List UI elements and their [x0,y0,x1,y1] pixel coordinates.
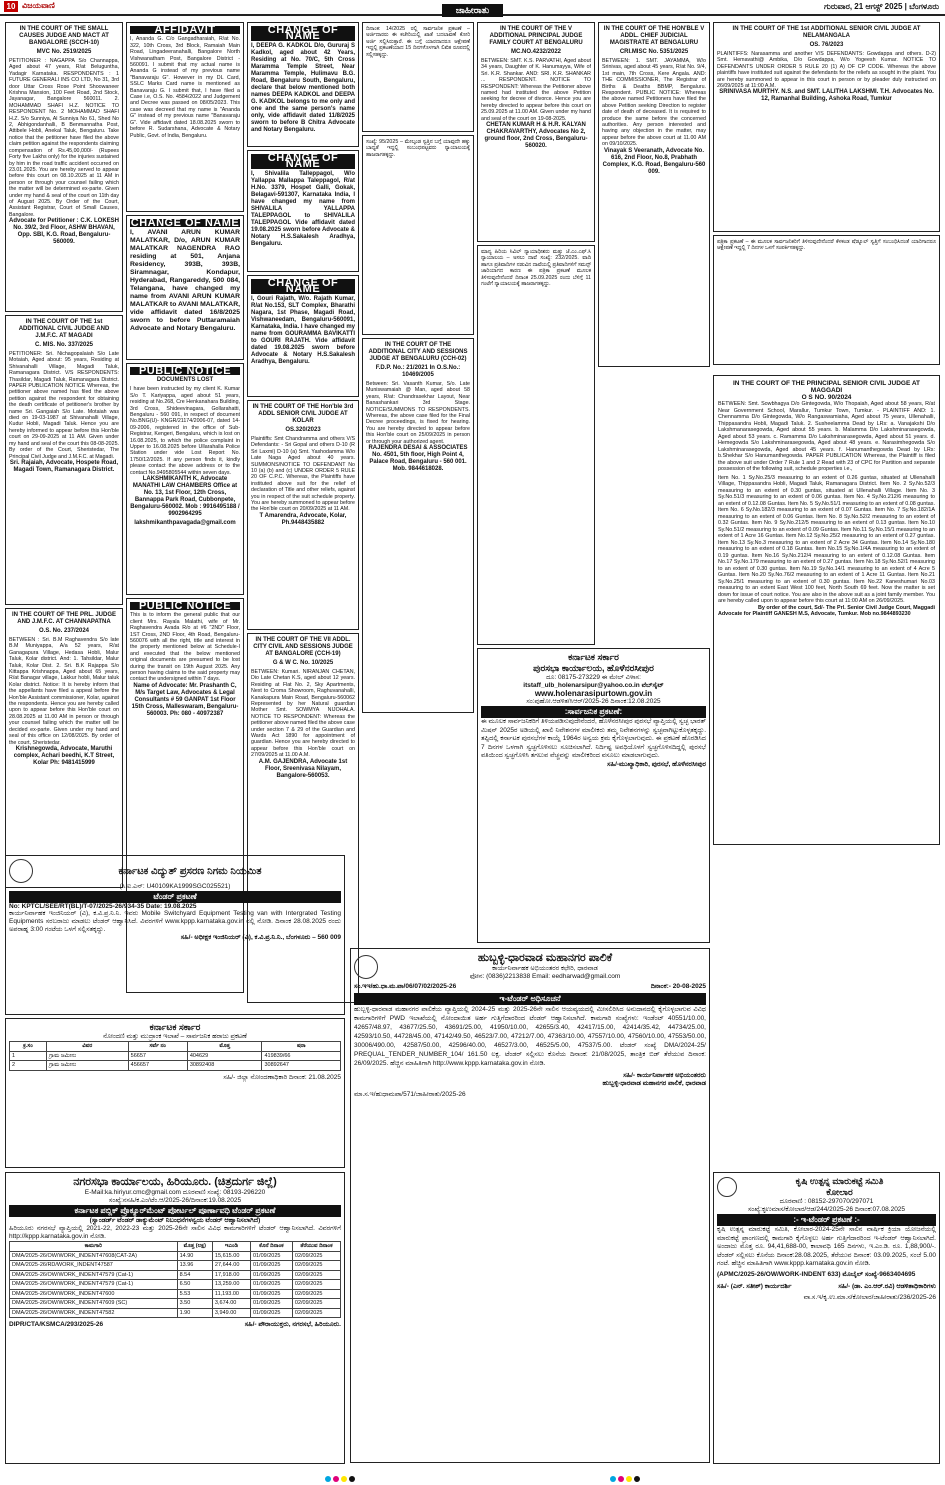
court-notice-mvc [5,22,123,312]
government-auction-notice [5,1018,345,1168]
page-header [0,0,945,16]
table-cell: DMA/2025-26/OW/WORK_INDENT47579 (Cat-1) [10,1280,178,1290]
print-registration-marks [325,1476,355,1482]
notice-title: IN THE COURT OF THE ADDITIONAL CITY AND SESSIONS JUDGE AT BENGALURU (CCH-02) [368,342,468,362]
case-number: F.D.P. No.: 21/2021 In O.S.No.: 10469/2005 [375,365,461,378]
holenarsipur-notice [477,648,710,943]
kannada-court-notice [477,245,595,645]
case-number: G & W C. No. 10/2025 [272,660,334,666]
notice-body: I, Gouri Rajath, W/o. Rajath Kumar, R/at No.153, SLT Complex, Bharathi Nagara, 1st Phase, Magadi Road, Vishwaneedam, Bengaluru-560091, Karnataka, India. I have changed my name from GOURAMMA BAVIKATTI to GOURI RAJATH. Vide affidavit dated 19.08.2025 sworn before Advocate & Notary H.S.Sakalesh Aradhya, Bengaluru. [251,295,355,365]
table-cell: 8.54 [177,1270,212,1280]
change-of-name-ad [126,215,244,360]
notice-title: IN THE COURT OF THE Hon'ble 3rd ADDL SENIOR CIVIL JUDGE AT KOLAR [252,404,354,424]
notice-subtitle: ನೋಂದಣಿ ಮತ್ತು ಮುದ್ರಾಂಕ ಇಲಾಖೆ – ಸಾರ್ವಜನಿಕ ಹರಾಜು ಪ್ರಕಟಣೆ [103,1033,247,1040]
table-row [10,1280,341,1290]
case-number: MVC No. 2519/2025 [36,49,92,55]
advocate-address: T Amarendra, Advocate, Kolar, Ph.9448435882 [259,512,347,526]
hubli-dharwad-tender-ad [350,948,710,1463]
table-cell: 13.96 [177,1261,212,1271]
change-of-name-gouri [247,275,359,397]
table-row [10,1051,341,1061]
advocate-address: Advocate for Petitioner : C.K. LOKESH No. 39/2, 3rd Floor, ASHW BHAVAN, Opp. SBI, K.G. Road, Bengaluru-560009. [9,218,120,246]
table-cell: 02/09/2025 [292,1251,340,1261]
table-row [10,1270,341,1280]
tender-banner: ಕರ್ನಾಟಕ ಪಬ್ಲಿಕ್ ಪ್ರೊಕ್ಯೂರ್‌ಮೆಂಟ್ ಪೋರ್ಟಲ್ ಪೂರ್ಣಾವಧಿ ಟೆಂಡರ್ ಪ್ರಕಟಣೆ [9,1205,341,1217]
court-notice-magadi-cmis [5,315,123,605]
notice-body: BETWEEN : Sri. B.M Raghavendra S/o late B.M Muniyappa, A/a 52 years, R/at Ganagapura Village, Hedasa Hobli, Malur Taluk, Kolar district. And: 1. Tahsildar, Malur Taluk, Kolar Dist. 2. Sri. B.K Rajappa S/o Kittappa Krishnappa, Aged about 65 years, R/at Banagar village, Lakkur hobli, Malur taluk Kolar district. Notice: It is hereby inform that the appellants have filed a appeal before the Hon'ble Assistant commissioner, Kolar, against the respondents. Hence you are hereby called upon to appear before this Hon'ble court on 28.08.2025 at 11.00 AM in person or through your counsel failing which the matter will be decided ex-parte. Given under my hand and seal of this office on 12/08/2025. By order of the court, Sheristedar. [9,637,119,746]
kannada-notice-2 [362,135,474,335]
yellow-dot [341,1476,347,1482]
table-cell: 2 [10,1061,47,1071]
public-notice-banner: :ಸಾರ್ವಜನಿಕ ಪ್ರಕಟಣೆ: [481,706,706,718]
table-cell: 30892408 [187,1061,262,1071]
reference-number: ಸಂ:ಪುಹೋ.ಆಡಳಿತ/ಸಿಆರ್/2025-26 ದಿನಾಂಕ:12.08.2025 [526,698,661,705]
tender-table [9,1241,341,1318]
court-notice-nelamangala [713,22,940,232]
auction-table [9,1041,341,1071]
table-cell: ಗ್ರಾಮ ಜಮೀನು [46,1061,128,1071]
case-number: C. MIS. No. 337/2025 [34,342,94,348]
table-cell: 56657 [128,1051,187,1061]
notice-title: IN THE COURT OF THE 1st ADDITIONAL SENIOR CIVIL JUDGE AT NELAMANGALA [732,26,921,39]
schedule-items: Item No. 1 Sy.No.25/3 measuring to an extent of 0.26 guntas, situated at Ullenahalli Village, Thippasandra Hobli, Magadi Taluk, Ramanagara District. Item No. 2 Sy.No.52/3 measuring to an extent of 0.30 guntas, situated at Ullenahalli Village. Item No. 3 Sy.No.51/3 measuring to an extent of 0.06 guntas. Item No. 4 Sy.No.212/6 measuring to an extent of 0.12.08 Guntas. Item No. 5 Sy.No.51/1 measuring to an extent of 0.08 guntas. Item No. 6 Sy.No.182/3 measuring to an extent of 0.07 Guntas. Item No. 7 Sy.No.182/1A measuring to an extent of 0.06 Guntas. Item No. 8 Sy.No.52/2 measuring to an extent of 0.32 Guntas. Item No. 9 Sy.No.212/5 measuring to an extent of 0.13 guntas. Item No.10 Sy.No.51/2 measuring to an extent of 0.09 Guntas. Item No.11 Sy.No.15/1 measuring to an extent of 1 Acre 16 Guntas. Item No.12 Sy.No.25/2 measuring to an extent of 0.27 guntas. Item No.13 Sy.No.3 measuring to an extent of 2 Acre 34 Guntas. Item No.14 Sy.No.180 measuring to an extent of 0.18 Guntas. Item No.15 Sy.No.1/4A measuring to an extent of 0.19 guntas. Item No.16 Sy.No.212/4 measuring to an extent of 0.12.08 Guntas. Item No.17 Sy.No.179 measuring to an extent of 0.27 guntas. Item No.18 Sy.No.52/1 measuring to an extent of 0.30 guntas. Item No.19 Sy.No.14/1 measuring to an extent of 4 Acre 5 Guntas. Item No.20 Sy.No.76/2 measuring to an extent of 1 Acre 11 Guntas. Item No.21 Sy.No.25/1 measuring to an extent of 0.30 guntas. Item No.22 Kaneshumari No.03 measuring to an extent East West 100 feet, North South 69 feet. Now the matter is set down for issue of court notice. You are also in the above suit as a joint family member. You are hereby called upon to appear before this court at 11:00 AM on 26/09/2025. [718,474,935,604]
organization-place: ಕೋಲಾರ [826,1187,853,1197]
table-cell: 3,949.00 [212,1308,250,1318]
advocate-address: Vinayak S Veeranath, Advocate No. 616, 2nd Floor, No.8, Prabhath Complex, K.G. Road, Bengaluru-560 009. [602,147,706,175]
notice-body: BETWEEN: Kumari. NIRANJAN CHETAN, Dio Late Chetan K.S, aged about 12 years. Residing at Flat No. 2, Sky Apartments, Next to Croma Showroom, Raghuvanahalli, Kanakapura Main Road, Bengaluru-560062 Represented by her Natural guardian Mother Smt. SOWMYA NIJOHALA. NOTICE TO RESPONDENT: Whereas the petitioner above named filed the above case under section 7 & 29 of the Guardian and Wards Act 1890 for appointment of guardian. Hence you are hereby directed to appear before this Hon'ble court on 27/09/2025 at 11.00 A.M. [251,669,355,759]
notice-body: ಈ ಮೂಲಕ ಸಾರ್ವಜನಿಕರಿಗೆ ತಿಳಿಯಪಡಿಸುವುದೇನೆಂದರೆ, ಹೊಳೆನರಸೀಪುರ ಪುರಸಭೆ ವ್ಯಾಪ್ತಿಯಲ್ಲಿ ಸ್ವಚ್ಛ ಭಾರತ್ ಮಿಷನ್ 2025ರ ಅಡಿಯಲ್ಲಿ ಖಾಲಿ ನಿವೇಶನಗಳ ಮಾಲೀಕರು ತಮ್ಮ ನಿವೇಶನಗಳನ್ನು ಸ್ವಚ್ಛವಾಗಿಟ್ಟುಕೊಳ್ಳತಕ್ಕದ್ದು. ತಪ್ಪಿದಲ್ಲಿ ಕರ್ನಾಟಕ ಪುರಸಭೆಗಳ ಕಾಯ್ದೆ 1964ರ ಅನ್ವಯ ಕ್ರಮ ಕೈಗೊಳ್ಳಲಾಗುವುದು. ಈ ಪ್ರಕಟಣೆ ಹೊರಡಿಸಿದ 7 ದಿನಗಳ ಒಳಗಾಗಿ ಸ್ವಚ್ಛಗೊಳಿಸಲು ಸೂಚಿಸಲಾಗಿದೆ. ನಿರ್ದಿಷ್ಟ ಅವಧಿಯೊಳಗೆ ಸ್ವಚ್ಛಗೊಳಿಸದಿದ್ದಲ್ಲಿ ಪುರಸಭೆ ವತಿಯಿಂದ ಸ್ವಚ್ಛಗೊಳಿಸಿ ತಗಲುವ ವೆಚ್ಚವನ್ನು ಮಾಲೀಕರಿಂದ ವಸೂಲು ಮಾಡಲಾಗುವುದು. [481,718,706,759]
reference-number: ಸಂ.ಇಇ/ಹು.ಧಾ.ಮ.ಪಾ/06/07/02/2025-26 [354,983,457,990]
notice-title: IN THE COURT OF THE PRL. JUDGE AND J.M.F.C. AT CHANNAPATNA [11,612,116,625]
apmc-logo-icon [717,1177,737,1197]
table-header-cell: ಮೊತ್ತ (ಲಕ್ಷ) [177,1242,212,1252]
black-dot [634,1476,640,1482]
notice-body: BETWEEN: Smt. Sowbhagya D/o Gintegowda, W/o Thopaiah, Aged about 58 years, R/at Near Government School, Marallur, Tumkur Town, Tumkur. - PLAINTIFF AND: 1. Chennamma D/o Gintegowda, W/o Rangaswamiaha, Aged about 75 years, Ullenahalli, Thippasandra Hobli, Magadi Taluk. 2. Susheelamma Dead by LRs: a. Vanajakshi D/o Lakshmanarasegowda, Aged about 55 years. b. Malamma D/o Lakshminarasegowda, Aged about 53 years. c. Ramamma D/o Lakshminarasegowda, Aged about 51 years. d. Hemegowda S/o Lakshminarasegowda, Aged about 48 years. e. Narasimhegowda S/o Lakshminarasegowda, Aged about 45 years. f. Hanumanthegowda Dead by LRs: b.Shekhar S/o Hanumanthegowda. PAPER PUBLICATION Whereas, the Plaintiff is filed the above suit under Order 7 Rule 1 and 2 Read with 23 of CPC for Partition and separate possession of the following suit, schedule properties i.e., [718,401,935,472]
authority-signature: ಸಹಿ/- ಜಿಲ್ಲಾ ನೋಂದಣಾಧಿಕಾರಿ ದಿನಾಂಕ: 21.08.2025 [223,1073,341,1081]
notice-subtitle: (ಸ್ವಾಂಡರ್ಡ್ ಟೆಂಡರ್ ಡಾಕ್ಯುಮೆಂಟ್ ನಿಬಂಧನೆಗಳನ್ವಯ ಟೆಂಡರ್ ಆಹ್ವಾನಿಸಲಾಗಿದೆ) [89,1217,261,1224]
table-cell: 6.50 [177,1280,212,1290]
case-number: OS. 76/2023 [809,42,844,48]
court-signature: By order of the court, Sd/- The Prl. Senior Civil Judge Court, Maggadi [757,604,935,611]
contact-phone: ದೂ: 08175-273229 ಈ ಮೇಲ್ ವಿಳಾಸ: [546,674,641,681]
table-cell: 02/09/2025 [292,1261,340,1271]
tender-indent: (APMC/2025-26/OW/WORK-INDENT 633) ಮೊಬೈಲ್ ಸಂಖ್ಯೆ-9663404695 [717,1270,916,1278]
release-code: DIPR/CTA/KSMCA/293/2025-26 [9,1321,104,1328]
table-cell: DMA/2025-26/OW/WORK_INDENT47608(CAT-2A) [10,1251,178,1261]
advocate-email: lakshmikanthpavagada@gmail.com [134,520,236,527]
case-number: O.S. No. 237/2024 [38,628,90,634]
section-label: ಜಾಹೀರಾತು [0,0,945,18]
notice-body: ದಿನಾಂಕ: 14/2025 ರಲ್ಲಿ ಸಾರ್ವಜನಿಕ ಪ್ರಕಟಣೆ – ಅರ್ಜಿದಾರರು ಈ ಕಚೇರಿಯಲ್ಲಿ ಖಾತೆ ಬದಲಾವಣೆ ಕೋರಿ ಅರ್ಜಿ ಸಲ್ಲಿಸಿರುತ್ತಾರೆ. ಈ ಬಗ್ಗೆ ಯಾರದಾದರೂ ಆಕ್ಷೇಪಣೆ ಇದ್ದಲ್ಲಿ ಪ್ರಕಟಣೆಯಾದ 15 ದಿನಗಳೊಳಗಾಗಿ ಲಿಖಿತ ರೂಪದಲ್ಲಿ ಸಲ್ಲಿಸತಕ್ಕದ್ದು. [366,26,470,58]
cyan-dot [610,1476,616,1482]
yellow-dot [626,1476,632,1482]
advocate-address: Name of Advocate: Mr. Prashanth C, M/s Target Law, Advocates & Legal Consultants # 59 GANPAT 1st Floor 15th Cross, Malleswaram, Bengaluru-560003. Ph: 080 - 40972387 [131,682,239,717]
table-cell: 02/09/2025 [292,1280,340,1290]
table-cell: 01/09/2025 [250,1251,292,1261]
court-notice-cri-misc [598,22,710,367]
table-cell: 3.50 [177,1299,212,1309]
cin-number: (ಸಿ.ಐ.ಎನ್: U40109KA1999SGC025521) [119,883,231,890]
website-link[interactable]: www.holenarasipurtown.gov.in [534,689,653,698]
change-of-name-banner: CHANGE OF NAME [251,279,355,294]
reference-number: No: KPTCL/SEE/RT(BL)/T-07/2025-26/934-35 Date: 19.08.2025 [9,903,197,910]
table-cell: 01/09/2025 [250,1289,292,1299]
reference-number: ಸಂಖ್ಯೆ:ನಸಹಿ/ಕ.ಎಂ/ಟೆಂ.ಆ/2025-26/ದಿನಾಂಕ:19.08.2025 [108,1197,242,1204]
magenta-dot [618,1476,624,1482]
court-notice-family-court [477,22,595,242]
notice-body: I have been instructed by my client K. Kumar S/o T. Kariyappa, aged about 51 years, residing at No.268, Cre Henkanahara Building, 3rd Cross, Shideevinagara, Gollarahatti, Bengaluru - 560 091, in respect of document No.BNG(U)- KNGR/21174/2006-07, dated 14-09-2006, registered in the office of Sub-Registrar, Kengeri, Bengaluru, which is lost on 16.08.2025, to which the police complaint in Upper to 16.08.2025 before Ullarahalla Police Station under vide Lost Report No. 1750/12/2025. If any person finds it, kindly please contact the above address or to the contact No.9495805544 within seven days. [130,386,240,476]
table-cell: 1 [10,1051,47,1061]
administrator-signature: ಸಹಿ/- (ಡಾ. ಎಂ.ಆರ್.ರವಿ) ಆಡಳಿತಾಧಿಕಾರಿಗಳು [838,1282,936,1290]
reference-number: ಸಂಖ್ಯೆ:ಕೃಉಮಾಸ/ಕೋಲಾರ/ಆಡ/244/2025-26 ದಿನಾಂಕ:07.08.2025 [747,1206,906,1213]
affidavit-ad [126,22,244,212]
notice-body: PETITIONER : NAGAPPA S/o Channappa, Aged about 47 years, R/at Beluguntha, Yadagir Karnataka. RESPONDENTS : 1 FUTURE GENERALI INS CO LTD, No 31, 3rd door Uttar Cross Rose Point Shoowaneer Krishna Mansion, 100 Feet Road, 2nd Stock, Jayanagar, Bangalore 560011. 2. MOHAMMAD SHAFI H.Z. NOTICE TO RESPONDENT No. 2 MOHAMMAD SHAFI H.Z. S/o Sunniya, Al Sunniya No 61, Shed No 2, Abhigondanhalli, B Benmannatha Post, Attibele Hobli, Anekal Taluk, Bengaluru. Take notice that the petitioner have filed the above claim petition against the respondents claiming compensation of Rs.45,00,000/- (Rupees Forty five Lakhs only) for the injuries sustained by him in the road traffic accident occurred on 23.01.2025. You are hereby served to appear before this court on 08.10.2025 at 11 AM in person or through your counsel failing which the matter will be determined ex-parte. Given under my hand & seal of the court on 11th day of August 2025. By Order of the Court, Assistant Registrar, Court of Small Causes, Bangalore. [9,58,119,218]
table-header-cell: ಇಎಂಡಿ [212,1242,250,1252]
table-cell: DMA/2025-26/OW/WORK_INDENT47582 [10,1308,178,1318]
affidavit-banner: AFFIDAVIT [130,26,240,34]
table-header-cell: ವಿವರ [46,1042,128,1052]
kannada-notice-1 [362,22,474,132]
authority-signature: ಸಹಿ/- ಪೌರಾಯುಕ್ತರು, ನಗರಸಭೆ, ಹಿರಿಯೂರು. [244,1321,341,1328]
table-row [10,1261,341,1271]
table-cell: 1.90 [177,1308,212,1318]
release-code: ವಾ.ಸ.ಇ/ಕೃ.ಉ.ಮಾ.ಸ/ಕೋಲಾರ/ಜಾಹೀರಾತು/236/2025-26 [803,1293,936,1301]
column-4 [362,22,474,722]
kptcl-tender-ad [5,855,345,1015]
column-7 [713,22,940,372]
tender-banner: :- ಇ-ಟೆಂಡರ್ ಪ್ರಕಟಣೆ :- [717,1214,936,1226]
table-cell: 01/09/2025 [250,1270,292,1280]
table-cell: ಗ್ರಾಮ ಜಮೀನು [46,1051,128,1061]
table-cell: 3,674.00 [212,1299,250,1309]
office-name: ಕಾರ್ಯನಿರ್ವಾಹಕ ಅಭಿಯಂತರರ ಕಛೇರಿ, ಧಾರವಾಡ [492,965,598,972]
change-of-name-banner: CHANGE OF NAME [130,217,240,229]
table-cell: 419839/66 [262,1051,341,1061]
tender-banner: ಟೆಂಡರ್ ಪ್ರಕಟಣೆ [9,891,341,903]
notice-body: ಕೃಷಿ ಉತ್ಪನ್ನ ಮಾರುಕಟ್ಟೆ ಸಮಿತಿ, ಕೋಲಾರ-2024-25ನೇ ಸಾಲಿನ ವಾರ್ಷಿಕ ಕ್ರಿಯಾ ಯೋಜನೆಯಲ್ಲಿ ಮಾರುಕಟ್ಟೆ ಪ್ರಾಂಗಣದಲ್ಲಿ ಕಾಮಗಾರಿ ಕೈಗೊಳ್ಳಲು ಅರ್ಹ ಗುತ್ತಿಗೆದಾರರಿಂದ ಇ-ಟೆಂಡರ್ ಆಹ್ವಾನಿಸಲಾಗಿದೆ. ಅಂದಾಜು ಮೊತ್ತ ರೂ. 94,41,688-00, ಕಾಲಾವಧಿ 165 ದಿನಗಳು, ಇ.ಎಂ.ಡಿ. ರೂ. 1,88,900/-. ಟೆಂಡರ್ ಸಲ್ಲಿಸಲು ಕೊನೆಯ ದಿನಾಂಕ:28.08.2025, ತೆರೆಯುವ ದಿನಾಂಕ: 03.09.2025, ಸಂಜೆ 5.00 ಗಂಟೆ. ಹೆಚ್ಚಿನ ಮಾಹಿತಿಗಾಗಿ www.kppp.karnataka.gov.in ನೋಡಿ. [717,1226,936,1267]
organization-title: ಕರ್ನಾಟಕ ಸರ್ಕಾರ [149,1022,201,1032]
black-dot [349,1476,355,1482]
public-notice-banner: PUBLIC NOTICE [130,602,240,610]
advocate-address: RAJENDRA DESAI & ASSOCIATES No. 4501, 5th floor, High Point 4, Palace Road, Bengaluru - 560 001. Mob. 9844618028. [368,445,468,473]
table-cell: 01/09/2025 [250,1308,292,1318]
table-cell: DMA/2025-26/OW/WORK_INDENT47600 [10,1289,178,1299]
table-header-cell: ಕಾಮಗಾರಿ [10,1242,178,1252]
table-cell: 11,193.00 [212,1289,250,1299]
table-row [10,1308,341,1318]
notice-body: Plaintiffs: Smt Chandramma and others V/S Defendants: - Sri Gopal and others D-10 (R Sri Laxmi) D-10 (a) Smt. Yashodamma W/o Late Naga Aged about 40 years. SUMMONS/NOTICE TO DEFENDANT No 10 (a) (b) and (c) UNDER ORDER 5 RULE 20 OF C.P.C. Whereas, the Plaintiffs have instituted above suit for the relief of declaration of Title and other reliefs, against you in respect of the suit schedule property. You are hereby summoned to appear before the Hon'ble court on 20/09/2025 at 11 AM. [251,436,355,513]
table-cell: 404629 [187,1051,262,1061]
organization-title: ಕೃಷಿ ಉತ್ಪನ್ನ ಮಾರುಕಟ್ಟೆ ಸಮಿತಿ [795,1176,884,1186]
notice-body: Between: Sri. Vasanth Kumar, S/o. Late Muniswamaiah @ Man, aged about 58 years, R/at: Chandrasekhar Layout, Near Banashankari 3rd Stage. NOTICE/SUMMONS TO RESPONDENTS. Whereas, the above case filed for the Final Decree proceedings, is fixed for hearing. You are hereby directed to appear before this Hon'ble court on 25/09/2025 in person or through your authorized agent. [366,381,470,445]
public-notice-documents-lost [126,363,244,595]
notice-subtitle: DOCUMENTS LOST [156,377,214,384]
notice-body: I, AVANI ARUN KUMAR MALATKAR, D/o, ARUN KUMAR MALATKAR NAGENDRA RAO residing at 501, Anjana Residency, 393B, 393B, Siramnagar, Kondapur, Hyderabad, Rangareddy, 500 084, Telangana, have changed my name from AVANI ARUN KUMAR MALATKAR to AVANI MALATKAR, vide affidavit dated 16/8/2025 sworn to before Puttaramaiah Advocate and Notary Bengaluru. [130,229,240,333]
tender-banner: ಇ-ಟೆಂಡರ್ ಅಧಿಸೂಚನೆ [354,993,706,1005]
notice-body: BETWEEN: SMT. K.S. PARVATHI, Aged about 34 years, Daughter of K. Hanumayya, Wife of Sri. K.R. Shankar. AND: SRI. K.R. SHANKAR ... RESPONDENT. NOTICE TO RESPONDENT: Whereas the Petitioner above named had instituted the above Petition seeking for decree of divorce. Hence you are hereby directed to appear before this court on 25.09.2025 at 11.00 AM. Given under my hand and seal of the court on 19-08-2025. [481,58,591,122]
authority-office: ಹುಬ್ಬಳ್ಳಿ-ಧಾರವಾಡ ಮಹಾನಗರ ಪಾಲಿಕೆ, ಧಾರವಾಡ [602,1080,706,1087]
table-cell: 13,259.00 [212,1280,250,1290]
table-row [10,1251,341,1261]
column-1 [5,22,123,942]
change-of-name-deepa [247,22,359,147]
court-notice-channapatna [5,608,123,888]
organization-title: ಕರ್ನಾಟಕ ವಿದ್ಯುತ್ ಪ್ರಸರಣ ನಿಗಮ ನಿಯಮಿತ [118,865,262,877]
authority-signature: ಸಹಿ/-ಮುಖ್ಯಾಧಿಕಾರಿ, ಪುರಸಭೆ, ಹೊಳೆನರಸೀಪುರ [607,760,706,768]
notice-body: ಸಂಖ್ಯೆ: 95/2025 – ಮೇಲ್ಕಂಡ ಸ್ವತ್ತಿನ ಬಗ್ಗೆ ಯಾವುದೇ ಹಕ್ಕು ಬಾಧ್ಯತೆ ಇದ್ದಲ್ಲಿ ಸಂಬಂಧಪಟ್ಟವರು ನ್ಯಾಯಾಲಯಕ್ಕೆ ಹಾಜರಾಗತಕ್ಕದ್ದು. [366,139,470,158]
table-cell: 5.53 [177,1289,212,1299]
advocate-address: Advocate for Plaintiff GANESH M.S, Advocate, Tumkur. Mob no.9844893230 [718,611,911,617]
notice-body: This is to inform the general public that our client Mrs. Rayala Malathi, wife of Mr. Raghavendra Avada R/o at #6 "2ND" Floor, 1ST Cross, 2ND Floor, 4th Road, Bengaluru-560076 with all the right, title and interest in the property mentioned below at Schedule-I and executed that the below mentioned original documents are presumed to be lost during the transit on 19th August 2025. Any person having claims to the said property may contact the undersigned within 7 days. [130,612,240,683]
organization-title: ಹುಬ್ಬಳ್ಳಿ-ಧಾರವಾಡ ಮಹಾನಗರ ಪಾಲಿಕೆ [477,952,613,964]
notice-body: I, Ananda G. C/o Gangadharaiah, R/at No. 322, 10th Cross, 3rd Block, Ramaiah Main Road, Lingadeeranahalli, Bangalore North Vishwanatham Post, Bangalore District - 560091. I submit that my actual name is Ananda G instead of my previous name "Banavaraju G". However in my DL Card, SSLC Marks Card name is mentioned as Banavaraju G. I submit that, I have filed a Case i.e, O.S. No. 4584/2022 and Judgement and Decree was passed on 08/05/2023. This case was decreed that my name is "Ananda G" instead of my previous name "Banavaraju G". Vide affidavit dated 18.08.2025 sworn to before R. Sudarshana, Advocate & Notary Public, Govt. of India, Bengaluru. [130,36,240,139]
table-header-cell: ಷರಾ [262,1042,341,1052]
notice-body: ಹುಬ್ಬಳ್ಳಿ-ಧಾರವಾಡ ಮಹಾನಗರ ಪಾಲಿಕೆಯ ವ್ಯಾಪ್ತಿಯಲ್ಲಿ 2024-25 ಮತ್ತು 2025-26ನೇ ಸಾಲಿನ ಆಯವ್ಯಯದಲ್ಲಿ ಮೀಸಲಿರಿಸಿದ ಅನುದಾನದಲ್ಲಿ ಕೈಗೊಳ್ಳಲಾಗುವ ವಿವಿಧ ಕಾಮಗಾರಿಗಳಿಗೆ PWD ಇಲಾಖೆಯಲ್ಲಿ ನೋಂದಾಯಿತ ಅರ್ಹ ಗುತ್ತಿಗೆದಾರರಿಂದ ಟೆಂಡರ್ ಆಹ್ವಾನಿಸಲಾಗಿದೆ. ಕಾಮಗಾರಿ ಸಂಖ್ಯೆಗಳು: ಇಂಡೆಂಟ್ 40551/10.00, 42657/48.97, 43677/25.50, 43691/25.00, 41950/10.00, 42655/3.40, 42417/15.00, 42414/35.42, 44734/25.00, 42593/10.50, 44728/45.00, 47142/49.50, 46523/7.00, 47212/7.00, 47363/10.00, 47557/10.00, 47560/10.00, 47553/50.00, 30006/490.00, 42587/50.00, 42596/40.00, 46527/3.00, 46525/5.00, 47537/5.00. ಟೆಂಡರ್ ಸಂಖ್ಯೆ DMA/2024-25/ PREQUAL_TENDER_NUMBER_104/ 161.50 ಲಕ್ಷ. ಟೆಂಡರ್ ಸಲ್ಲಿಸಲು ಕೊನೆಯ ದಿನಾಂಕ: 21/08/2025, ತಾಂತ್ರಿಕ ಬಿಡ್ ತೆರೆಯುವ ದಿನಾಂಕ: 26/09/2025. ಹೆಚ್ಚಿನ ಮಾಹಿತಿಗಾಗಿ http://www.kppp.karnataka.gov.in ನೋಡಿ. [354,1006,706,1067]
column-5 [477,22,595,662]
table-cell: 02/09/2025 [292,1308,340,1318]
table-header-cell: ತೆರೆಯುವ ದಿನಾಂಕ [292,1242,340,1252]
kptcl-logo-icon [9,859,33,883]
advocate-address: LAKSHMIKANTH K, Advocate MANATHI LAW CHAMBERS Office at No. 13, 1st Floor, 12th Cross, Bannappa Park Road, Cubbonpete, Bengaluru-560002. Mob : 9916495188 / 9902964295 [130,476,240,518]
table-cell: 27,644.00 [212,1261,250,1271]
case-number: MC.NO.4232/2022 [510,49,562,55]
public-notice-banner: PUBLIC NOTICE [130,367,240,375]
table-row [10,1299,341,1309]
advocate-address: A.M. GAJENDRA, Advocate 1st Floor, Sreenivasa Nilayam, Bangalore-560053. [258,758,348,779]
authority-signature: ಸಹಿ/- ಅಧೀಕ್ಷಕ ಇಂಜಿನಿಯರ್ (ವಿ), ಕ.ವಿ.ಪ್ರ.ನಿ.ನಿ., ಬೆಂಗಳೂರು – 560 009 [180,934,341,941]
notice-title: IN THE COURT OF THE SMALL CAUSES JUDGE AND MACT AT BANGALORE (SCCH-10) [19,26,109,46]
contact-email: itstaff_ulb_holenarsipur@yahoo.co.in ವೆಬ್‌ಸೈಟ್ [523,682,664,689]
notice-body: BETWEEN: 1. SMT. JAYAMMA, W/o Srinivas, aged about 45 years, R/at No. 9/4, 1st main, 7th Cross, Kere Angala. AND: THE COMMISSIONER, The Registrar of Births & Deaths BBMP, Bengaluru. Respondent. PUBLIC NOTICE: Whereas the above named Petitioners have filed the above Petition seeking Direction to register date of death of deceased. It is required to produce the same before the concerned authorities. Any person interested and having any objection in the matter, may appear before the above court at 11.00 AM on 09/10/2025. [602,58,706,148]
notice-body: ಹಿರಿಯೂರು ನಗರಸಭೆ ವ್ಯಾಪ್ತಿಯಲ್ಲಿ 2021-22, 2022-23 ಮತ್ತು 2025-26ನೇ ಸಾಲಿನ ವಿವಿಧ ಕಾಮಗಾರಿಗಳಿಗೆ ಟೆಂಡರ್ ಆಹ್ವಾನಿಸಲಾಗಿದೆ. ವಿವರಗಳಿಗೆ http://kppp.karnataka.gov.in ನೋಡಿ. [9,1225,341,1240]
court-notice-maggadi [713,375,940,845]
column-6 [598,22,710,372]
case-number: CRI.MISC No. 5351/2025 [619,49,689,55]
table-cell: 30892647 [262,1061,341,1071]
page-number: 10 [4,1,18,12]
table-cell: 01/09/2025 [250,1261,292,1271]
table-cell: 456657 [128,1061,187,1071]
table-cell: 02/09/2025 [292,1289,340,1299]
table-cell: 02/09/2025 [292,1270,340,1280]
table-cell: DMA/2025-26/OW/WORK_INDENT47609 (SC) [10,1299,178,1309]
notice-body: ಮಾನ್ಯ ಹಿರಿಯ ಸಿವಿಲ್ ನ್ಯಾಯಾಧೀಶರು ಮತ್ತು ಜೆ.ಎಂ.ಎಫ್.ಸಿ ನ್ಯಾಯಾಲಯ – ಅಸಲು ದಾವೆ ಸಂಖ್ಯೆ: 232/2025. ವಾದಿ ಹಾಗೂ ಪ್ರತಿವಾದಿಗಳ ನಡುವಿನ ದಾವೆಯಲ್ಲಿ ಪ್ರತಿವಾದಿಗಳಿಗೆ ಸಮನ್ಸ್ ಜಾರಿಯಾಗದ ಕಾರಣ ಈ ಪತ್ರಿಕಾ ಪ್ರಕಟಣೆ ಮೂಲಕ ತಿಳಿಸುವುದೇನೆಂದರೆ ದಿನಾಂಕ 25.09.2025 ರಂದು ಬೆಳಿಗ್ಗೆ 11 ಗಂಟೆಗೆ ನ್ಯಾಯಾಲಯಕ್ಕೆ ಹಾಜರಾಗತಕ್ಕದ್ದು. [481,249,591,288]
notice-body: PLAINTIFFS: Narasamma and another V/S DEFENDANTS: Gowdappa and others. D-2) Smt. Hemavathi@ Ambika, D/o Gowdappa, W/o Yogeesh Kumar. NOTICE TO DEFENDANTS UNDER ORDER 5 RULE 20 (1) A) OF CP CODE. Whereas the above plaintiffs have instituted suit against the defendants for the reliefs as sought in the plaint. You are hereby summoned to appear in this court in person or by pleader duly instructed on 26/09/2025 at 11:00 A.M. [717,51,936,90]
contact-phone: ಫೋನ: (0836)2213838 Email: eedharwad@gmail.com [469,973,621,980]
notice-body: ಪತ್ರಿಕಾ ಪ್ರಕಟಣೆ – ಈ ಮೂಲಕ ಸಾರ್ವಜನಿಕರಿಗೆ ತಿಳಿಸುವುದೇನೆಂದರೆ ಕೆಳಕಂಡ ಷೆಡ್ಯೂಲ್ ಸ್ವತ್ತಿಗೆ ಸಂಬಂಧಿಸಿದಂತೆ ಯಾರಿಗಾದರೂ ಆಕ್ಷೇಪಣೆ ಇದ್ದಲ್ಲಿ 7 ದಿನಗಳ ಒಳಗೆ ಸಂಪರ್ಕಿಸತಕ್ಕದ್ದು. [717,239,936,252]
table-header-cell: ಕೊನೆ ದಿನಾಂಕ [250,1242,292,1252]
advocate-address: SRINIVASA MURTHY. N.S. and SMT. LALITHA LAKSHMI. T.H. Advocates No. 12, Ramanhal Building, Ashoka Road, Tumkur [719,89,934,103]
notice-title: IN THE COURT OF THE VII ADDL. CITY CIVIL AND SESSIONS JUDGE AT BANGALORE (CCH-19) [253,637,353,657]
notice-title: IN THE COURT OF THE HON'BLE V ADDL. CHIEF JUDICIAL MAGISTRATE AT BENGALURU [603,26,705,46]
organization-title: ನಗರಸಭಾ ಕಾರ್ಯಾಲಯ, ಹಿರಿಯೂರು. (ಚಿತ್ರದುರ್ಗ ಜಿಲ್ಲೆ) [73,1176,277,1188]
case-number: O S NO. 90/2024 [801,394,852,401]
advocate-address: Sri. Rajaiah, Advocate, Hospete Road, Magadi Town, Ramanagara District. [9,459,119,473]
authority-signature: ಸಹಿ/- ಕಾರ್ಯನಿರ್ವಾಹಕ ಅಭಿಯಂತರರು [623,1072,706,1079]
change-of-name-banner: CHANGE OF NAME [251,26,355,41]
change-of-name-banner: CHANGE OF NAME [251,154,355,169]
table-header-cell: ಕ್ರ.ಸಂ [10,1042,47,1052]
notice-body: ಕಾರ್ಯನಿರ್ವಾಹಕ ಇಂಜಿನಿಯರ್ (ವಿ), ಕ.ವಿ.ಪ್ರ.ನಿ.ನಿ. ಇವರು Mobile Switchyard Equipment Testing van with Intergrated Testing Equipments ಸರಬರಾಜು ಮಾಡಲು ಟೆಂಡರ್ ಆಹ್ವಾನಿಸಿದೆ. ವಿವರಗಳಿಗೆ www.kppp.karnataka.gov.in ನಲ್ಲಿ ನೋಡಿ. ದಿನಾಂಕ 28.08.2025 ರಂದು ಅಪರಾಹ್ನ 3:00 ಗಂಟೆಯ ಒಳಗೆ ಸಲ್ಲಿಸತಕ್ಕದ್ದು. [9,910,341,933]
notice-date: ದಿನಾಂಕ:- 20-08-2025 [650,983,706,990]
secretary-signature: ಸಹಿ/- (ಎನ್. ಸತೀಶ್) ಕಾರ್ಯದರ್ಶಿ [717,1282,792,1290]
kannada-paper-publication [713,235,940,365]
contact-email: E-Mail:ka.hiriyur.cmc@gmail.com ದೂರವಾಣಿ ಸಂಖ್ಯೆ: 08193-296220 [84,1189,266,1196]
contact-phone: ದೂರವಾಣಿ : 08152-297070/297071 [779,1198,874,1205]
date-line: ಗುರುವಾರ, 21 ಆಗಸ್ಟ್ 2025 | ಬೆಂಗಳೂರು [823,2,939,11]
notice-body: PETITIONER: Sri. Nichagopalaiah S/o Late Motaiah, Aged about: 95 years, Residing at Shivanahalli Village, Magadi Taluk, Ramanagara District. V/S RESPONDENTS: Thasildar, Magadi Taluk, Ramanagara District. PAPER PUBLICATION NOTICE Whereas, the petitioner above named has filed the above petition against the respondent for obtaining the death certificate of petitioner's brother by name Sri. Gangaiah S/o Late. Motaiah was died on 19-03-1987 at Shivanahalli Village, Kudur Hobli, Magadi Taluk. Hence you are hereby informed to appear before this Hon'ble court on 29-09-2025 at 11 AM. Given under my hand and seal of the court this 08-08-2025. By order of the Court, Sheristedar, The Principal Civil Judge and J.M.F.C. at Magadi. [9,351,119,460]
organization-title: ಕರ್ನಾಟಕ ಸರ್ಕಾರ [568,652,619,662]
print-registration-marks [610,1476,640,1482]
table-header-cell: ಸರ್ವೆ ನಂ [128,1042,187,1052]
paper-name: ವಿಜಯವಾಣಿ [22,1,55,10]
table-cell: DMA/2025-26/RD/WORK_INDENT47587 [10,1261,178,1271]
table-row [10,1289,341,1299]
release-code: ಮಾ.ಸ.ಇ/ಹುಧಾಮಪಾ/571/ಜಾಹೀರಾತು/2025-26 [354,1091,466,1098]
notice-title: IN THE COURT OF THE PRINCIPAL SENIOR CIVIL JUDGE AT MAGGADI [732,380,921,394]
notice-body: I, Shivalila Talleppagol, W/o Yallappa Mallappa Taleppagol, R/at H.No. 3379, Hospet Galli, Gokak, Belagavi-591307, Karnataka India, I have changed my name from SHIVALILA YALLAPPA TALEPPAGOL to SHIVALILA TALEPPAGOL Vide affidavit dated 19.08.2025 sworn before Advocate & Notary H.S.Sakalesh Aradhya, Bengaluru. [251,170,355,247]
office-name: ಪುರಸಭಾ ಕಾರ್ಯಾಲಯ, ಹೊಳೆನರಸೀಪುರ [533,663,654,673]
table-row [10,1061,341,1071]
case-number: OS.320/2023 [285,427,321,433]
advocate-address: Krishnegowda, Advocate, Maruthi complex, Achari beedhi, K.T Street, Kolar Ph: 9481415999 [13,745,115,766]
table-header-cell: ಮೊತ್ತ [187,1042,262,1052]
advocate-address: CHETAN KUMAR H & H.R. KALYAN CHAKRAVARTHY, Advocates No 2, ground floor, 2nd Cross, Bengaluru-560020. [484,122,588,150]
notice-title: IN THE COURT OF THE 1st ADDITIONAL CIVIL JUDGE AND J.M.F.C. AT MAGADI [18,319,110,339]
table-cell: 17,918.00 [212,1270,250,1280]
cyan-dot [325,1476,331,1482]
table-cell: DMA/2025-26/OW/WORK_INDENT47579 (Cat-1) [10,1270,178,1280]
court-notice-kolar [247,400,359,630]
table-cell: 14.90 [177,1251,212,1261]
kolar-apmc-tender-ad [713,1172,940,1464]
table-cell: 01/09/2025 [250,1299,292,1309]
table-cell: 02/09/2025 [292,1299,340,1309]
hiriyur-tender-ad [5,1172,345,1464]
court-notice-fdp [362,338,474,713]
magenta-dot [333,1476,339,1482]
change-of-name-shivalila [247,150,359,272]
notice-body: I, DEEPA G. KADKOL D/o, Gururaj S Kadkol, aged about 42 Years, Residing at No. 70/C, 5th Cross Maramma Temple Street, Near Maramma Temple, Hulimavu B.G. Road, Bengaluru South, Bengaluru, declare that below mentioned both names DEEPA KADKOL and DEEPA G. KADKOL belongs to me only and one and the same person's name only, vide affidavit dated 11/8/2025 sworn to before B Chitra Advocate and Notary Bengaluru. [251,42,355,133]
municipal-logo-icon [354,955,378,979]
table-cell: 15,615.00 [212,1251,250,1261]
table-cell: 01/09/2025 [250,1280,292,1290]
notice-title: IN THE COURT OF THE V ADDITIONAL PRINCIPAL JUDGE FAMILY COURT AT BENGALURU [489,26,583,46]
